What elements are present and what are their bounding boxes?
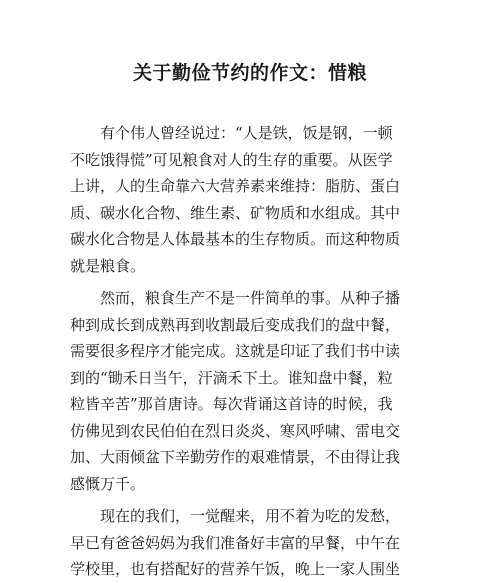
text-line: 碳水化合物是人体最基本的生存物质。而这种物质 [70, 230, 401, 248]
text-line: 然而，粮食生产不是一件简单的事。从种子播 [70, 289, 401, 307]
text-line: 不吃饿得慌”可见粮食对人的生存的重要。从医学 [70, 150, 393, 169]
document-title: 关于勤俭节约的作文：惜粮 [132, 62, 367, 84]
text-line: 就是粮食。 [70, 256, 146, 275]
text-line: 学校里，也有搭配好的营养午饭，晚上一家人围坐 [70, 560, 401, 578]
text-line: 感慨万千。 [70, 474, 146, 493]
text-line: 仿佛见到农民伯伯在烈日炎炎、寒风呼啸、雷电交 [70, 421, 401, 440]
text-line: 质、碳水化合物、维生素、矿物质和水组成。其中 [70, 203, 401, 222]
text-line: 早已有爸爸妈妈为我们准备好丰富的早餐，中午在 [70, 533, 401, 552]
text-line: 种到成长到成熟再到收割最后变成我们的盘中餐， [70, 315, 401, 334]
text-line: 有个伟人曾经说过：“人是铁，饭是钢，一顿 [70, 124, 393, 142]
text-line: 加、大雨倾盆下辛勤劳作的艰难情景，不由得让我 [70, 448, 401, 466]
text-line: 需要很多程序才能完成。这就是印证了我们书中读 [70, 342, 401, 360]
paragraph-3 [70, 503, 432, 583]
text-line: 到的“锄禾日当午，汗滴禾下土。谁知盘中餐，粒 [70, 368, 393, 387]
text-line: 现在的我们，一觉醒来，用不着为吃的发愁， [70, 507, 401, 525]
text-line: 粒皆辛苦”那首唐诗。每次背诵这首诗的时候，我 [70, 395, 393, 413]
paragraph-1 [70, 120, 432, 279]
text-line: 上讲，人的生命靠六大营养素来维持：脂肪、蛋白 [70, 177, 401, 195]
document-body [70, 120, 432, 583]
paragraph-2 [70, 285, 432, 497]
